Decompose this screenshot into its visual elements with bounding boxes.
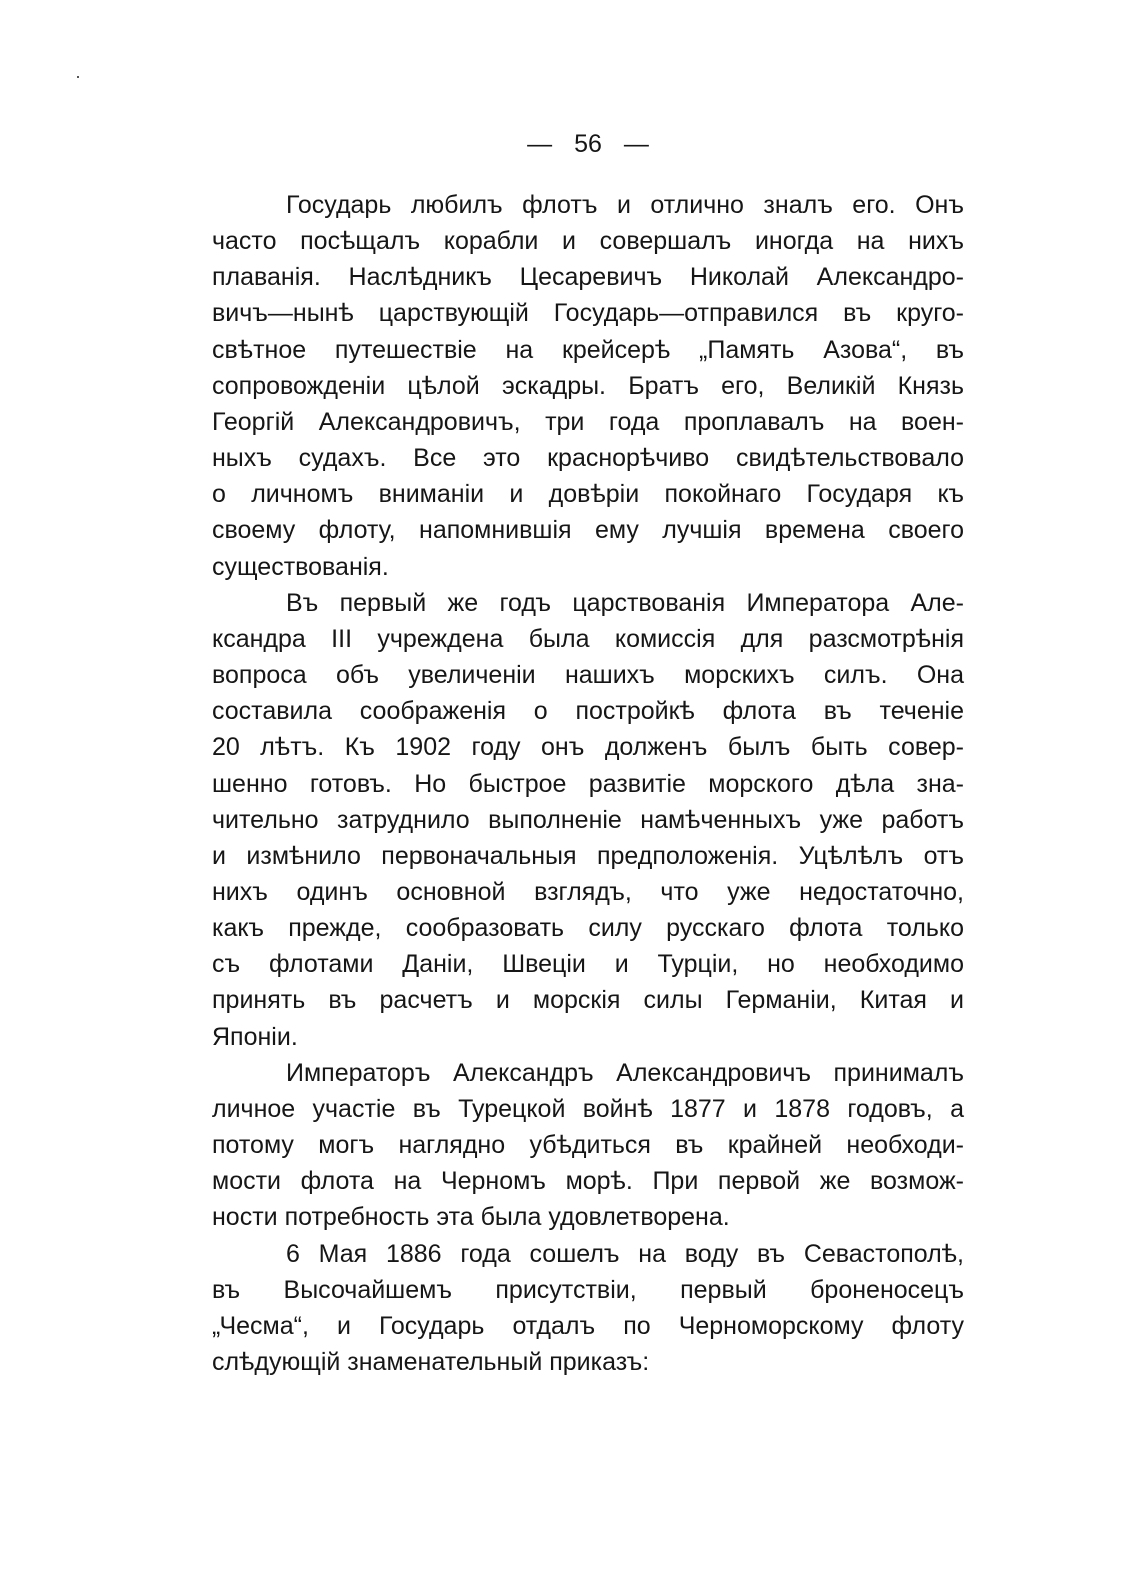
text-line: вичъ—нынѣ царствующій Государь—отправился въ круго-	[212, 299, 964, 328]
scan-speck	[77, 76, 79, 78]
text-line: Государь любилъ флотъ и отлично зналъ его. Онъ	[286, 191, 964, 219]
paragraph-2	[212, 585, 964, 1055]
text-line: какъ прежде, сообразовать силу русскаго флота только	[212, 914, 964, 943]
text-line: нихъ одинъ основной взглядъ, что уже недостаточно,	[212, 877, 964, 906]
text-line: „Чесма“, и Государь отдалъ по Черноморскому флоту	[212, 1311, 964, 1340]
text-line: принять въ расчетъ и морскія силы Германіи, Китая и	[212, 986, 964, 1015]
text-line: потому могъ наглядно убѣдиться въ крайней необходи-	[212, 1131, 964, 1160]
text-line: Въ первый же годъ царствованія Императора Але-	[286, 588, 964, 617]
page-number: 56	[574, 130, 602, 158]
text-line: о личномъ вниманіи и довѣріи покойнаго Государя къ	[212, 480, 964, 509]
text-line: вопроса объ увеличеніи нашихъ морскихъ силъ. Она	[212, 661, 964, 690]
paragraph-4	[212, 1236, 964, 1381]
text-line: часто посѣщалъ корабли и совершалъ иногда на нихъ	[212, 227, 964, 256]
text-line: ности потребность эта была удовлетворена.	[212, 1203, 730, 1232]
text-line: мости флота на Черномъ морѣ. При первой же возмож-	[212, 1167, 964, 1196]
text-line: своему флоту, напомнившія ему лучшія времена своего	[212, 516, 964, 545]
text-line: свѣтное путешествіе на крейсерѣ „Память Азова“, въ	[212, 335, 964, 364]
text-line: ныхъ судахъ. Все это краснорѣчиво свидѣтельствовало	[212, 444, 964, 473]
text-line: личное участіе въ Турецкой войнѣ 1877 и 1878 годовъ, а	[212, 1094, 964, 1123]
page-text-body	[212, 187, 964, 1380]
page-number-dash-right: —	[623, 130, 649, 158]
text-line: въ Высочайшемъ присутствіи, первый броненосецъ	[212, 1275, 964, 1304]
text-line: плаванія. Наслѣдникъ Цесаревичъ Николай Александро-	[212, 263, 964, 292]
text-line: ксандра III учреждена была комиссія для разсмотрѣнія	[212, 624, 964, 653]
text-line: Георгій Александровичъ, три года проплавалъ на воен-	[212, 407, 964, 436]
text-line: шенно готовъ. Но быстрое развитіе морского дѣла зна-	[212, 769, 964, 798]
text-line: 20 лѣтъ. Къ 1902 году онъ долженъ былъ быть совер-	[212, 733, 964, 762]
text-line: Японіи.	[212, 1022, 298, 1051]
text-line: сопровожденіи цѣлой эскадры. Братъ его, Великій Князь	[212, 371, 964, 400]
text-line: Императоръ Александръ Александровичъ принималъ	[286, 1058, 964, 1087]
page-number-dash-left: —	[527, 130, 553, 158]
text-line: 6 Мая 1886 года сошелъ на воду въ Севастополѣ,	[286, 1239, 964, 1268]
text-line: чительно затруднило выполненіе намѣченныхъ уже работъ	[212, 805, 964, 834]
text-line: существованія.	[212, 552, 389, 581]
text-line: и измѣнило первоначальныя предположенія. Уцѣлѣлъ отъ	[212, 841, 964, 870]
text-line: слѣдующій знаменательный приказъ:	[212, 1348, 650, 1376]
page-number-header	[0, 128, 1140, 160]
paragraph-1	[212, 187, 964, 585]
text-line: съ флотами Даніи, Швеціи и Турціи, но необходимо	[212, 950, 964, 979]
paragraph-3	[212, 1055, 964, 1236]
text-line: составила соображенія о постройкѣ флота въ теченіе	[212, 697, 964, 726]
